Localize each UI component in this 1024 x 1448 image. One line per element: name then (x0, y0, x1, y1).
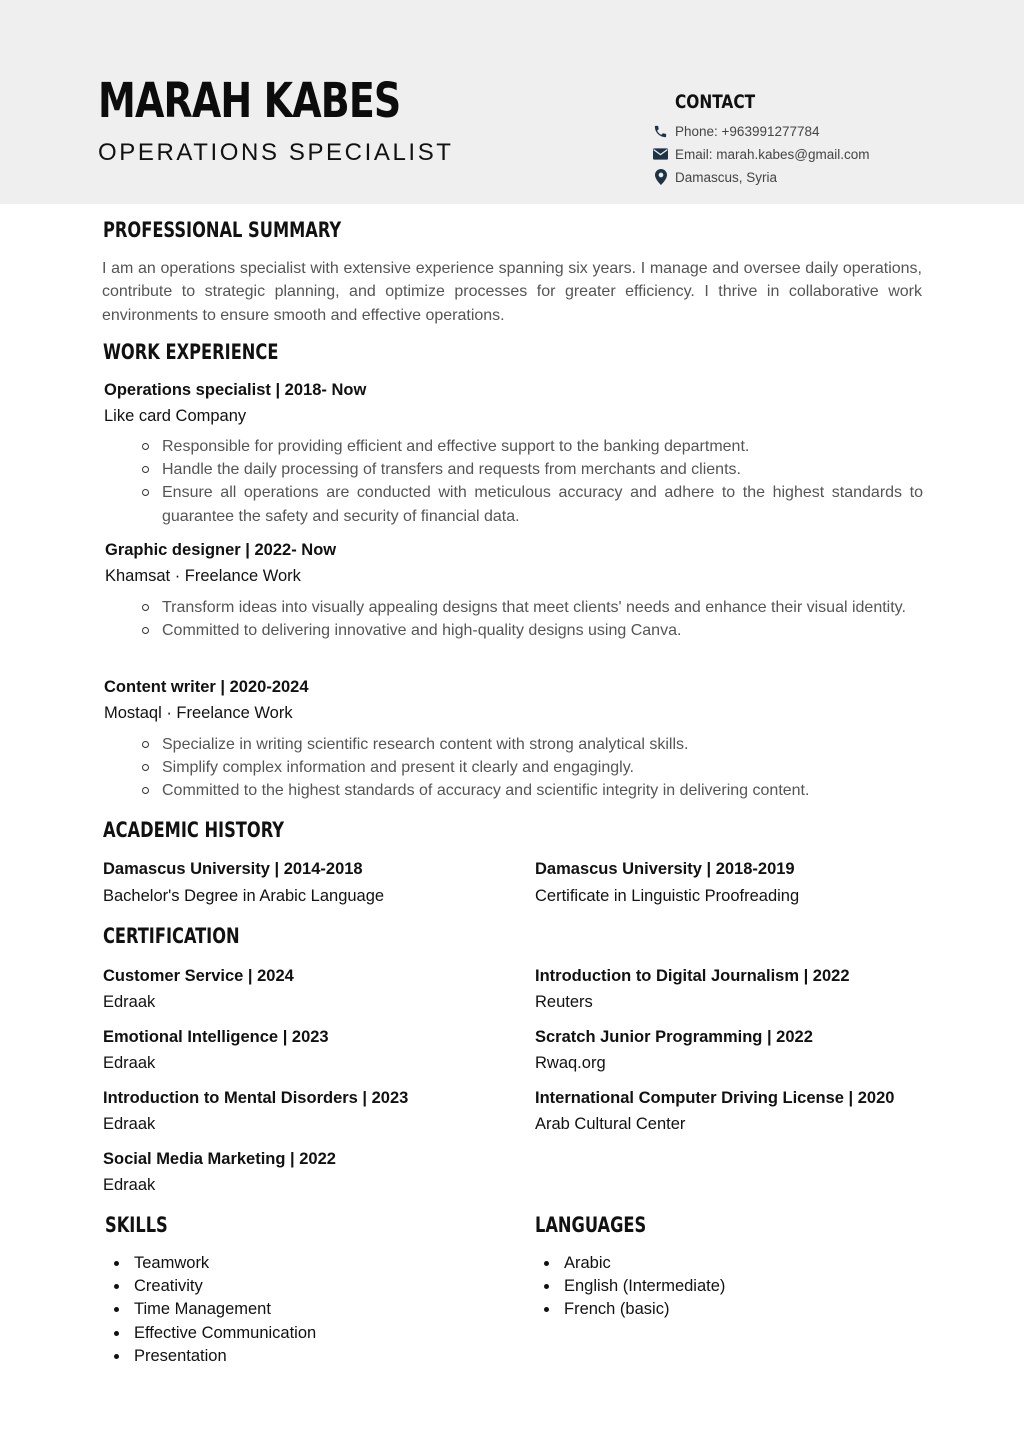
section-heading-skills: SKILLS (105, 1213, 168, 1237)
job-title: OPERATIONS SPECIALIST (98, 139, 454, 166)
contact-heading: CONTACT (675, 91, 756, 113)
cert-issuer-6: Arab Cultural Center (535, 1115, 686, 1133)
mail-icon (652, 146, 669, 162)
contact-email (652, 144, 870, 164)
academic-detail-2: Certificate in Linguistic Proofreading (535, 887, 800, 905)
cert-title-4: Scratch Junior Programming | 2022 (535, 1028, 813, 1046)
list-item: Teamwork (134, 1252, 316, 1275)
cert-issuer-1: Edraak (103, 993, 156, 1011)
contact-phone (652, 121, 820, 141)
candidate-name: MARAH KABES (98, 73, 401, 129)
cert-issuer-3: Edraak (103, 1054, 156, 1072)
job-bullets-3 (162, 733, 923, 803)
cert-issuer-4: Rwaq.org (535, 1054, 606, 1072)
cert-title-3: Emotional Intelligence | 2023 (103, 1028, 329, 1046)
job-bullets-2 (162, 596, 923, 642)
list-item: Arabic (564, 1252, 725, 1275)
job-title-3: Content writer | 2020-2024 (104, 678, 309, 696)
section-heading-experience: WORK EXPERIENCE (103, 340, 279, 364)
list-item: Ensure all operations are conducted with meticulous accuracy and adhere to the highest standards to guarantee the safety and security of financial data. (162, 481, 923, 527)
list-item: French (basic) (564, 1298, 725, 1321)
contact-location (652, 167, 777, 187)
list-item: Handle the daily processing of transfers and requests from merchants and clients. (162, 458, 923, 481)
summary-text: I am an operations specialist with extensive experience spanning six years. I manage and oversee daily operations, contribute to strategic planning, and optimize processes for greater efficiency. I thrive in collaborative work environments to ensure smooth and effective operations. (102, 260, 922, 324)
list-item: Committed to the highest standards of accuracy and scientific integrity in delivering content. (162, 779, 923, 802)
section-heading-summary: PROFESSIONAL SUMMARY (103, 218, 342, 242)
skills-list (134, 1252, 316, 1368)
list-item: Specialize in writing scientific research content with strong analytical skills. (162, 733, 923, 756)
contact-email-text: Email: marah.kabes@gmail.com (675, 146, 870, 162)
job-title-1: Operations specialist | 2018- Now (104, 381, 367, 399)
list-item: Time Management (134, 1298, 316, 1321)
job-company-3: Mostaql · Freelance Work (104, 704, 293, 722)
academic-detail-1: Bachelor's Degree in Arabic Language (103, 887, 385, 905)
list-item: Transform ideas into visually appealing designs that meet clients' needs and enhance their visual identity. (162, 596, 923, 619)
list-item: Committed to delivering innovative and high-quality designs using Canva. (162, 619, 923, 642)
cert-title-1: Customer Service | 2024 (103, 967, 294, 985)
section-heading-languages: LANGUAGES (535, 1213, 647, 1237)
list-item: Creativity (134, 1275, 316, 1298)
cert-title-2: Introduction to Digital Journalism | 2022 (535, 967, 850, 985)
job-bullets-1 (162, 435, 923, 528)
location-pin-icon (652, 169, 669, 185)
list-item: Responsible for providing efficient and effective support to the banking department. (162, 435, 923, 458)
academic-title-1: Damascus University | 2014-2018 (103, 860, 363, 878)
cert-issuer-5: Edraak (103, 1115, 156, 1133)
list-item: Effective Communication (134, 1322, 316, 1345)
languages-list (564, 1252, 725, 1322)
job-title-2: Graphic designer | 2022- Now (105, 541, 337, 559)
cert-title-7: Social Media Marketing | 2022 (103, 1150, 336, 1168)
academic-title-2: Damascus University | 2018-2019 (535, 860, 795, 878)
section-heading-academic: ACADEMIC HISTORY (103, 818, 284, 842)
cert-issuer-2: Reuters (535, 993, 593, 1011)
job-company-1: Like card Company (104, 407, 247, 425)
list-item: English (Intermediate) (564, 1275, 725, 1298)
list-item: Simplify complex information and present it clearly and engagingly. (162, 756, 923, 779)
list-item: Presentation (134, 1345, 316, 1368)
cert-issuer-7: Edraak (103, 1176, 156, 1194)
job-company-2: Khamsat · Freelance Work (105, 567, 301, 585)
cert-title-5: Introduction to Mental Disorders | 2023 (103, 1089, 409, 1107)
cert-title-6: International Computer Driving License | 2020 (535, 1089, 895, 1107)
phone-icon (652, 123, 669, 139)
contact-location-text: Damascus, Syria (675, 169, 778, 185)
contact-phone-text: Phone: +963991277784 (675, 123, 820, 139)
section-heading-certification: CERTIFICATION (103, 924, 240, 948)
